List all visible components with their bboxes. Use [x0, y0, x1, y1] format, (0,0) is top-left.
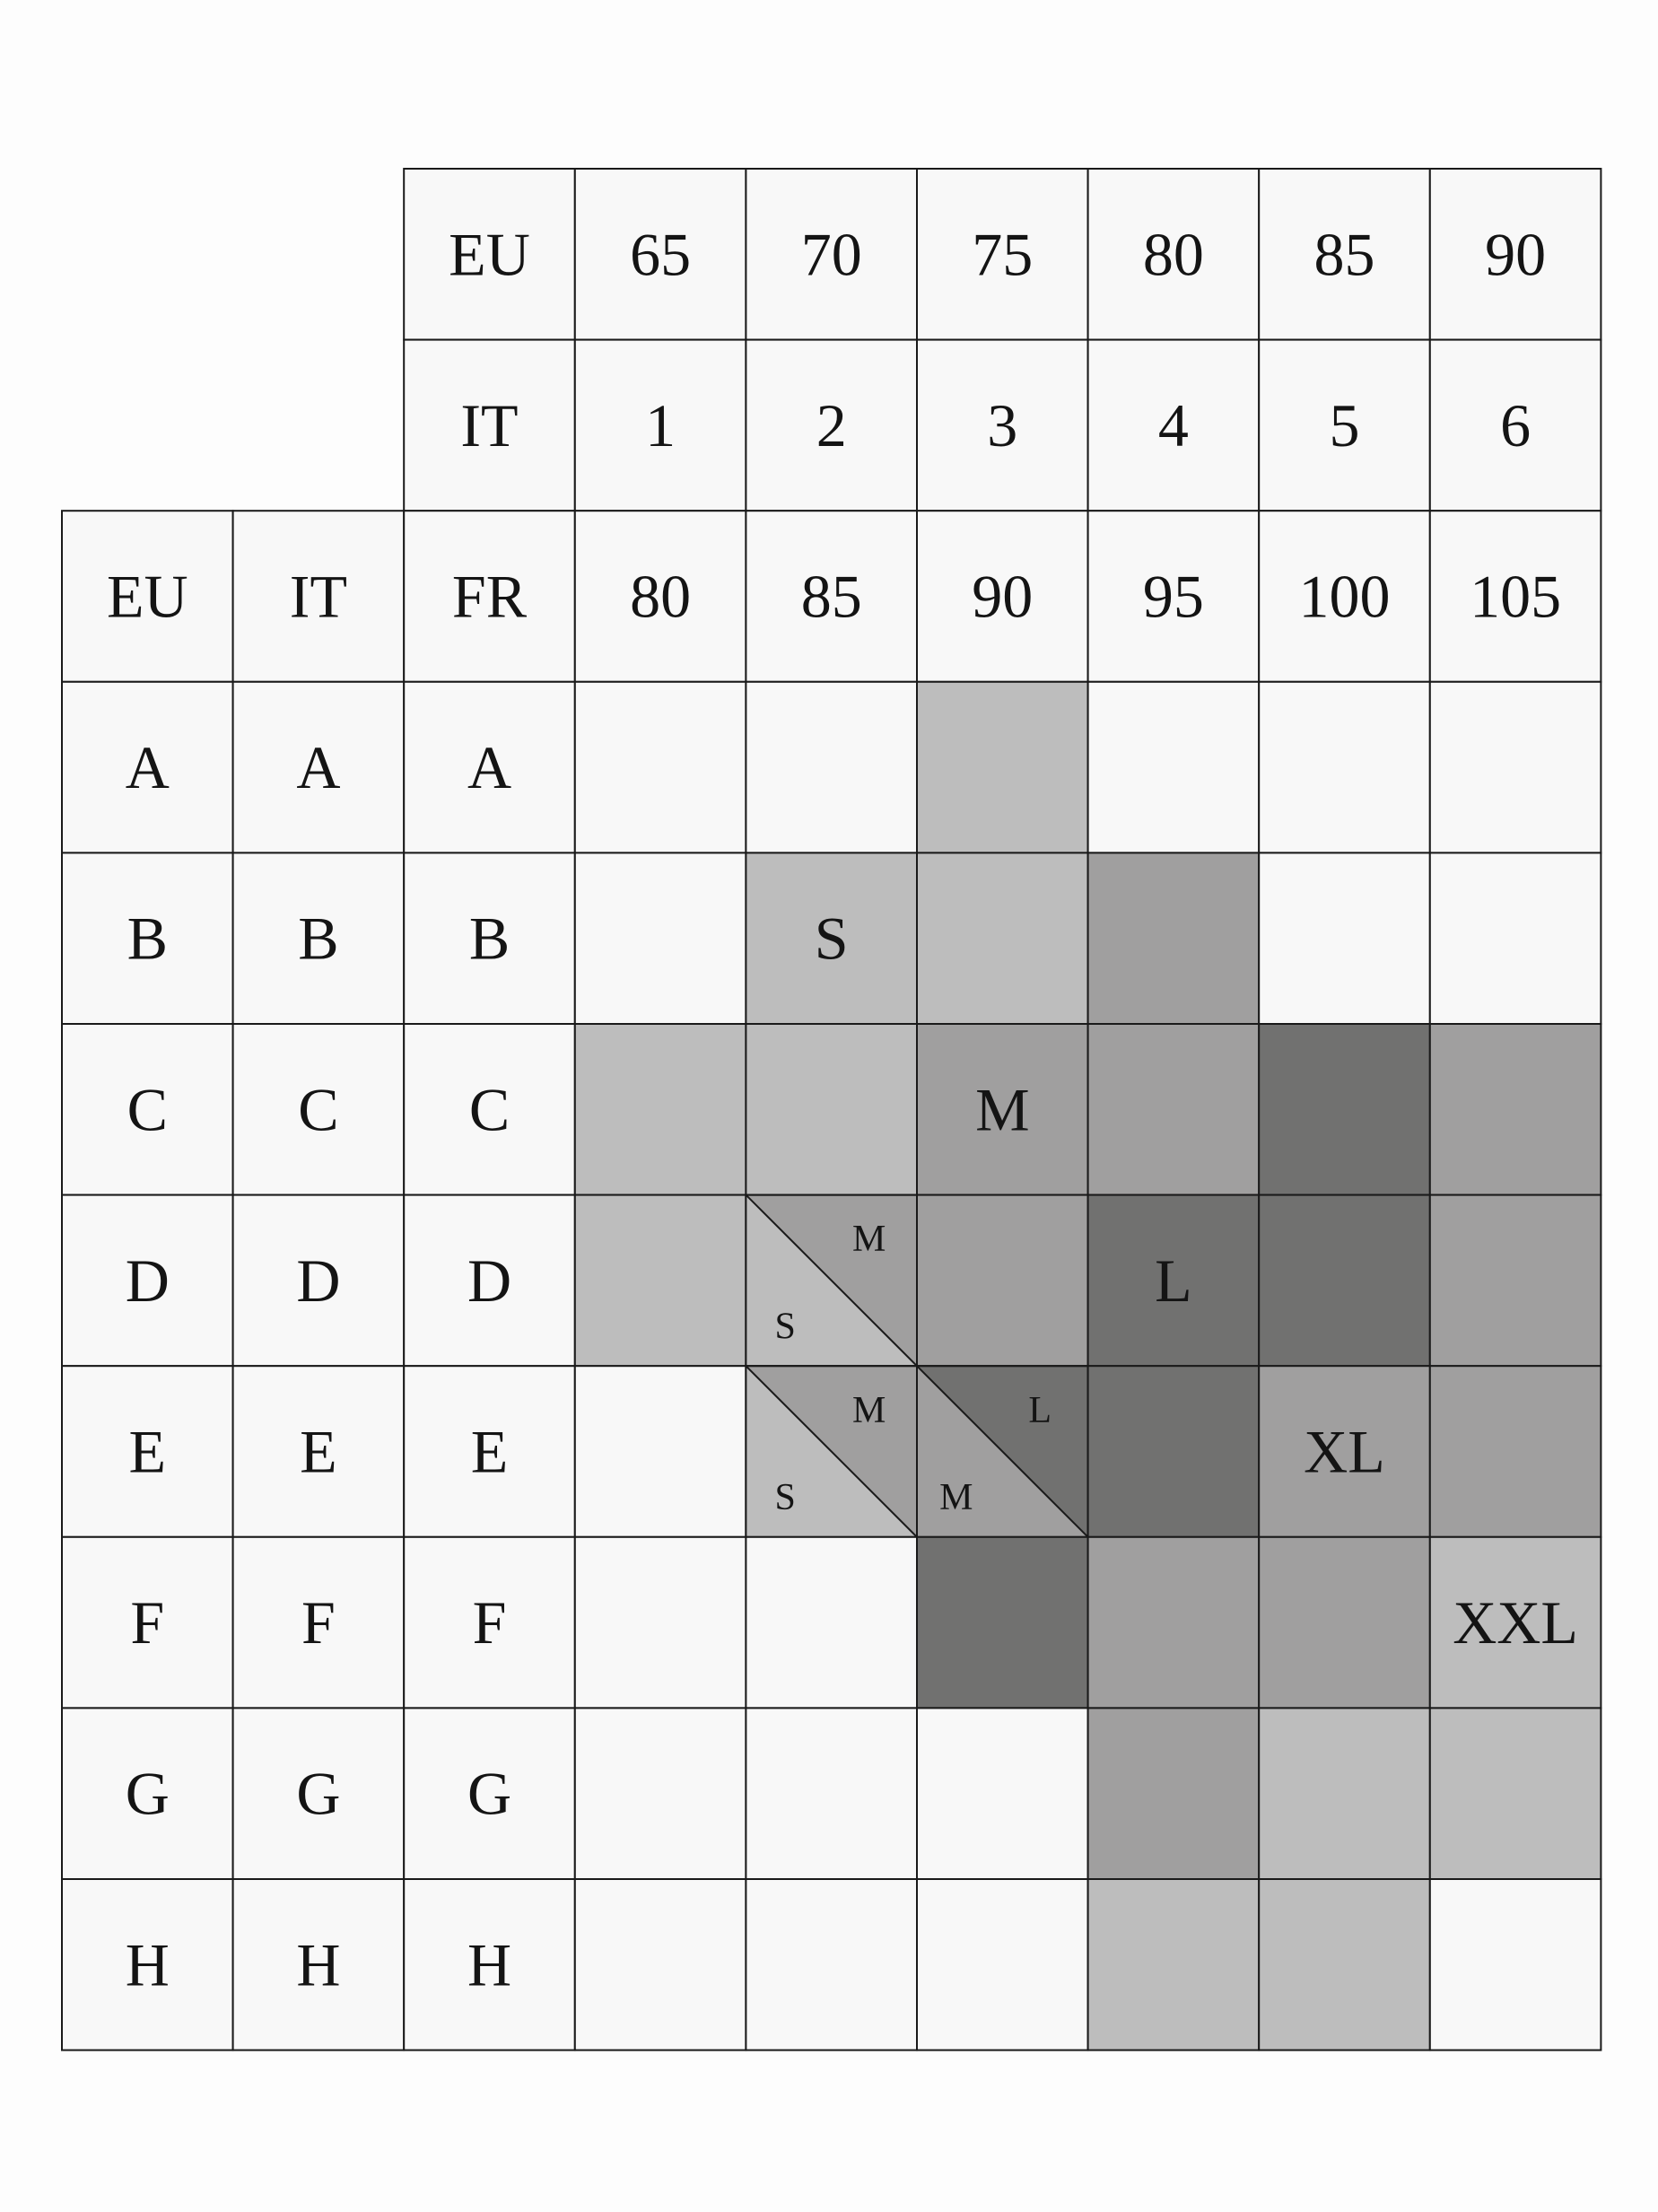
cup-label: H — [125, 1930, 170, 1999]
split-lower-size-label: M — [939, 1476, 973, 1518]
band-header-value: 80 — [630, 562, 692, 631]
cup-label: A — [296, 733, 341, 802]
size-cell — [575, 852, 746, 1024]
cup-label: C — [127, 1075, 168, 1144]
band-header-value: 70 — [800, 220, 862, 289]
cup-system-header: IT — [289, 562, 347, 631]
split-lower-size-label: S — [774, 1476, 796, 1518]
cup-label: E — [300, 1417, 337, 1486]
size-cell — [575, 1537, 746, 1709]
size-cell — [1430, 682, 1601, 853]
size-cell — [575, 682, 746, 853]
size-cell — [1259, 1708, 1430, 1879]
size-cell — [746, 1024, 917, 1195]
band-header-value: 85 — [800, 562, 862, 631]
size-cell — [1430, 1879, 1601, 2050]
band-header-value: 5 — [1329, 390, 1360, 459]
size-cell — [746, 1537, 917, 1709]
size-cell — [917, 1879, 1088, 2050]
size-cell — [746, 1708, 917, 1879]
cup-label: D — [296, 1246, 341, 1315]
cup-label: B — [127, 904, 168, 973]
size-cell — [1430, 1708, 1601, 1879]
cup-label: H — [467, 1930, 512, 1999]
size-label: XL — [1304, 1417, 1385, 1486]
band-header-label: IT — [460, 390, 519, 459]
split-upper-size-label: M — [851, 1389, 886, 1431]
cup-label: G — [296, 1759, 341, 1828]
band-header-value: 1 — [645, 390, 676, 459]
size-cell — [917, 1708, 1088, 1879]
size-cell — [917, 1195, 1088, 1367]
cup-label: C — [298, 1075, 339, 1144]
band-header-value: 4 — [1157, 390, 1189, 459]
cup-label: H — [296, 1930, 341, 1999]
size-label: XXL — [1453, 1588, 1578, 1657]
cup-label: G — [467, 1759, 512, 1828]
size-cell — [575, 1708, 746, 1879]
size-cell — [1259, 1024, 1430, 1195]
size-cell — [1259, 682, 1430, 853]
band-header-label: EU — [449, 220, 530, 289]
size-cell — [1430, 1024, 1601, 1195]
size-cell — [917, 682, 1088, 853]
band-header-value: 6 — [1500, 390, 1531, 459]
size-cell — [1088, 682, 1260, 853]
cup-label: F — [472, 1588, 507, 1657]
cup-system-header: EU — [106, 562, 188, 631]
size-cell — [1430, 852, 1601, 1024]
size-cell — [1088, 1537, 1260, 1709]
size-cell — [917, 852, 1088, 1024]
cup-label: A — [125, 733, 170, 802]
size-cell — [1259, 852, 1430, 1024]
band-header-value: 80 — [1142, 220, 1204, 289]
cup-label: D — [125, 1246, 170, 1315]
split-upper-size-label: L — [1028, 1389, 1052, 1431]
size-cell — [1259, 1879, 1430, 2050]
size-cell — [746, 1879, 917, 2050]
cup-label: E — [470, 1417, 509, 1486]
cup-label: F — [301, 1588, 336, 1657]
size-label: M — [975, 1075, 1030, 1144]
split-upper-size-label: M — [851, 1219, 886, 1261]
size-cell — [575, 1366, 746, 1537]
band-header-value: 95 — [1142, 562, 1204, 631]
split-lower-size-label: S — [774, 1306, 796, 1348]
cup-label: A — [467, 733, 512, 802]
band-header-value: 105 — [1470, 562, 1562, 631]
size-label: L — [1155, 1246, 1192, 1315]
size-label: S — [814, 904, 849, 973]
size-cell — [1088, 1024, 1260, 1195]
band-header-value: 100 — [1298, 562, 1391, 631]
cup-label: B — [298, 904, 339, 973]
band-header-value: 90 — [972, 562, 1034, 631]
cup-label: F — [130, 1588, 165, 1657]
size-cell — [575, 1024, 746, 1195]
band-header-value: 85 — [1313, 220, 1375, 289]
cup-label: C — [468, 1075, 510, 1144]
size-cell — [1430, 1366, 1601, 1537]
band-header-value: 65 — [630, 220, 692, 289]
band-header-value: 3 — [987, 390, 1018, 459]
size-cell — [1088, 852, 1260, 1024]
size-cell — [746, 682, 917, 853]
cup-label: E — [128, 1417, 167, 1486]
size-cell — [1088, 1879, 1260, 2050]
size-cell — [1088, 1708, 1260, 1879]
size-cell — [575, 1879, 746, 2050]
band-header-value: 2 — [816, 390, 847, 459]
size-cell — [917, 1537, 1088, 1709]
cup-label: B — [468, 904, 510, 973]
size-cell — [1088, 1366, 1260, 1537]
size-cell — [575, 1195, 746, 1367]
band-header-value: 90 — [1485, 220, 1547, 289]
cup-system-header: FR — [451, 562, 528, 631]
size-cell — [1259, 1195, 1430, 1367]
band-header-value: 75 — [972, 220, 1034, 289]
size-cell — [1430, 1195, 1601, 1367]
size-cell — [1259, 1537, 1430, 1709]
cup-label: D — [467, 1246, 512, 1315]
cup-label: G — [125, 1759, 170, 1828]
